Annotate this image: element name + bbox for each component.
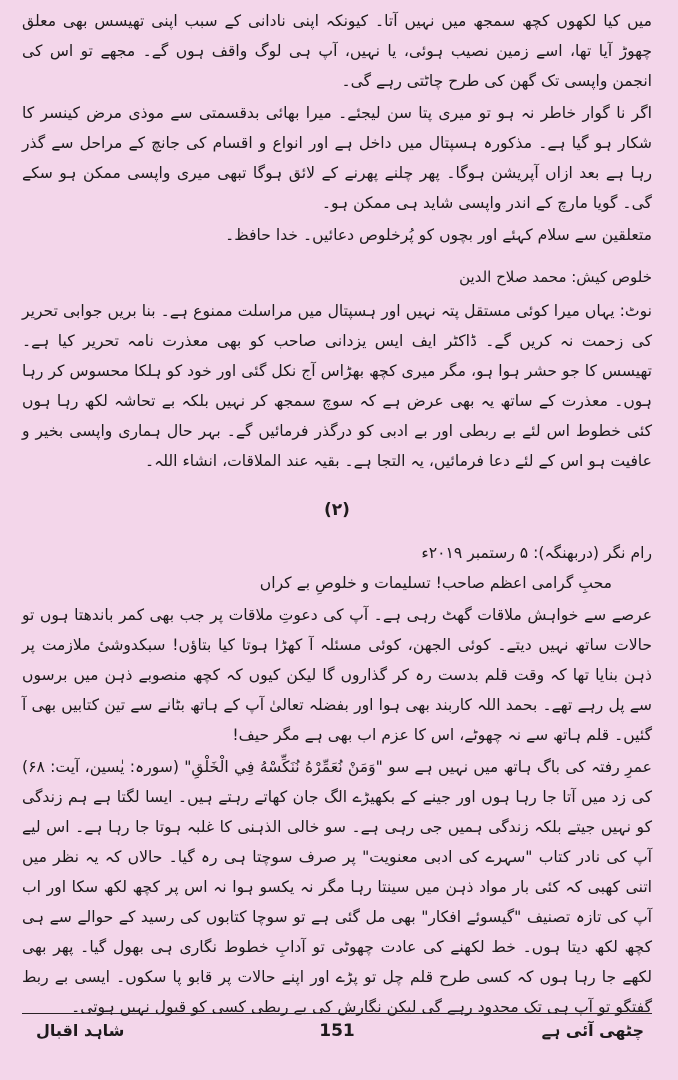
letter2-dateline: رام نگر (دربھنگہ): ۵ رستمبر ۲۰۱۹ء [421, 544, 652, 562]
footer-book-title: چٹھی آئی ہے [541, 1021, 644, 1040]
letter1-signature: خلوص کیش: محمد صلاح الدین [459, 268, 652, 286]
letter2-paragraph-1: عرصے سے خواہش ملاقات گھٹ رہی ہے۔ آپ کی دعوتِ ملاقات پر جب بھی کمر باندھتا ہوں تو حالات ساتھ نہیں دیتے۔ کوئی الجھن، کوئی مسئلہ آ کھڑا ہوتا کیا بتاؤں! سبکدوشیٔ ملازمت پر ذہن بنایا تھا کہ وقت قلم بدست رہ کر گذاروں گا لیکن کیوں کہ کچھ منصوبے ذہن میں برسوں سے پل رہے تھے۔ بحمد اللہ کاربند بھی ہوا اور بفضلہ تعالیٰ آپ کے ہاتھ بٹانے سے تین کتابیں بھی آ گئیں۔ قلم ہاتھ سے نہ چھوٹے، اس کا عزم اب بھی ہے مگر حیف! [22, 606, 652, 744]
letter1-paragraph-1: میں کیا لکھوں کچھ سمجھ میں نہیں آتا۔ کیونکہ اپنی نادانی کے سبب اپنی تھیسس بھی معلق چھوڑ آیا تھا، اسے زمین نصیب ہوئی، یا نہیں، آپ ہی لوگ واقف ہوں گے۔ مجھے تو اس کی انجمن واپسی تک گھن کی طرح چاٹتی رہے گی۔ [22, 12, 652, 90]
letter2-salutation: محبِ گرامی اعظم صاحب! تسلیمات و خلوصِ بے کراں [259, 574, 612, 592]
letter1-closing: متعلقین سے سلام کہئے اور بچوں کو پُرخلوص دعائیں۔ خدا حافظ۔ [225, 226, 652, 244]
letter1-note: نوٹ: یہاں میرا کوئی مستقل پتہ نہیں اور ہسپتال میں مراسلت ممنوع ہے۔ بنا بریں جوابی تحریر کی زحمت نہ کریں گے۔ ڈاکٹر ایف ایس یزدانی صاحب کو بھی معذرت نامہ تحریر کیا ہے۔ تھیسس کا جو حشر ہوا ہو، مگر میری کچھ بھڑاس آج نکل گئی اور خود کو ہلکا محسوس کر رہا ہوں۔ معذرت کے ساتھ یہ بھی عرض ہے کہ سوچ سمجھ کر نہیں بلکہ بے تحاشہ لکھ رہا ہوں کئی خطوط اس لئے بے ربطی اور بے ادبی کو درگذر فرمائیں گے۔ بہر حال ہماری واپسی بخیر و عافیت ہو اس کے لئے دعا فرمائیں، یہ التجا ہے۔ بقیہ عند الملاقات، انشاء اللہ۔ [22, 302, 652, 470]
letter2-paragraph-2: عمرِ رفتہ کی باگ ہاتھ میں نہیں ہے سو "وَمَنْ نُعَمِّرْهُ نُنَكِّسْهُ فِي الْخَلْقِ" (سورہ: یٰسین، آیت: ۶۸) کی زد میں آتا جا رہا ہوں اور جینے کے بکھیڑے الگ جان کھاتے رہتے ہیں۔ ایسا لگتا ہے ہم زندگی کو نہیں جیتے بلکہ زندگی ہمیں جی رہی ہے۔ سو خالی الذہنی کا غلبہ ہوتا جا رہا ہے۔ اس لیے آپ کی نادر کتاب "سہرے کی ادبی معنویت" پر صرف سوچتا ہی رہ گیا۔ حالاں کہ یہ نظر میں اتنی کھبی کہ کئی بار مواد ذہن میں سینتا رہا مگر نہ یکسو ہوا نہ اس پر کچھ لکھ سکا اور اب آپ کی تازہ تصنیف "گیسوئے افکار" بھی مل گئی ہے تو سوچا کتابوں کی رسید کے حوالے سے ہی کچھ لکھ دیتا ہوں۔ خط لکھنے کی عادت چھوٹی تو آدابِ خطوط نگاری ہی بھول گیا۔ پھر بھی لکھے جا رہا ہوں کہ کسی طرح قلم چل تو پڑے اور اپنے حالات پر قابو پا سکوں۔ ایسی بے ربط گفتگو تو آپ ہی تک محدود رہے گی لیکن نگارش کی بے ربطی کسی کو قبول نہیں ہوتی۔ [22, 758, 652, 1016]
page-number: 151 [319, 1021, 355, 1041]
letter1-paragraph-2: اگر نا گوار خاطر نہ ہو تو میری پتا سن لیجئے۔ میرا بھائی بدقسمتی سے موذی مرض کینسر کا شکار ہو گیا ہے۔ مذکورہ ہسپتال میں داخل ہے اور انواع و اقسام کی جانچ کے مراحل سے گذر رہا ہے بعد ازاں آپریشن ہوگا۔ پھر چلنے پھرنے کے لائق ہوگا تبھی میری واپسی ممکن ہو سکے گی۔ گویا مارچ کے اندر واپسی شاید ہی ممکن ہو۔ [22, 104, 652, 212]
letter-number: (۲) [324, 500, 350, 520]
page-footer [22, 1013, 652, 1048]
footer-author: شاہد اقبال [36, 1021, 125, 1040]
